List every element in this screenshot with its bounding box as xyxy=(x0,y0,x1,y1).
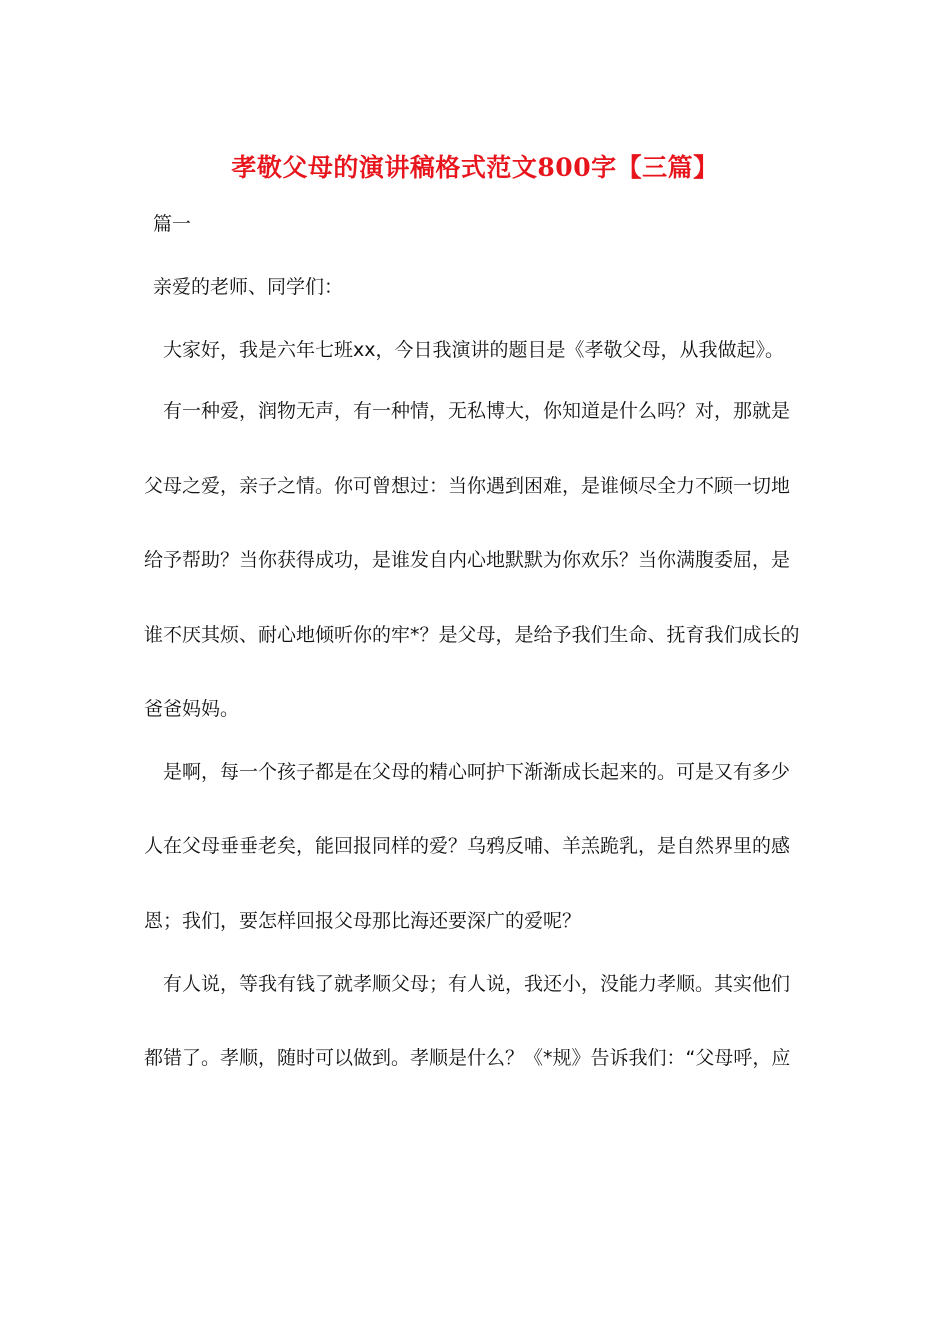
section-heading: 篇一 xyxy=(153,213,192,235)
paragraph-line: 爸爸妈妈。 xyxy=(144,698,240,720)
paragraph-line: 恩；我们，要怎样回报父母那比海还要深广的爱呢？ xyxy=(144,910,582,932)
document-title: 孝敬父母的演讲稿格式范文800字【三篇】 xyxy=(231,153,719,182)
paragraph-line: 给予帮助？当你获得成功，是谁发自内心地默默为你欢乐？当你满腹委屈，是 xyxy=(144,549,791,571)
paragraph-line: 谁不厌其烦、耐心地倾听你的牢*？是父母，是给予我们生命、抚育我们成长的 xyxy=(144,624,800,646)
paragraph-line: 是啊，每一个孩子都是在父母的精心呵护下渐渐成长起来的。可是又有多少 xyxy=(163,761,791,783)
paragraph-line: 都错了。孝顺，随时可以做到。孝顺是什么？《*规》告诉我们：“父母呼，应 xyxy=(144,1047,791,1069)
paragraph-line: 有一种爱，润物无声，有一种情，无私博大，你知道是什么吗？对，那就是 xyxy=(163,400,791,422)
paragraph-line: 有人说，等我有钱了就孝顺父母；有人说，我还小，没能力孝顺。其实他们 xyxy=(163,973,791,995)
paragraph-line: 人在父母垂垂老矣，能回报同样的爱？乌鸦反哺、羊羔跪乳，是自然界里的感 xyxy=(144,835,791,857)
salutation-line: 亲爱的老师、同学们： xyxy=(153,276,344,298)
paragraph-line: 大家好，我是六年七班xx，今日我演讲的题目是《孝敬父母，从我做起》。 xyxy=(163,339,784,361)
paragraph-line: 父母之爱，亲子之情。你可曾想过：当你遇到困难，是谁倾尽全力不顾一切地 xyxy=(144,475,791,497)
